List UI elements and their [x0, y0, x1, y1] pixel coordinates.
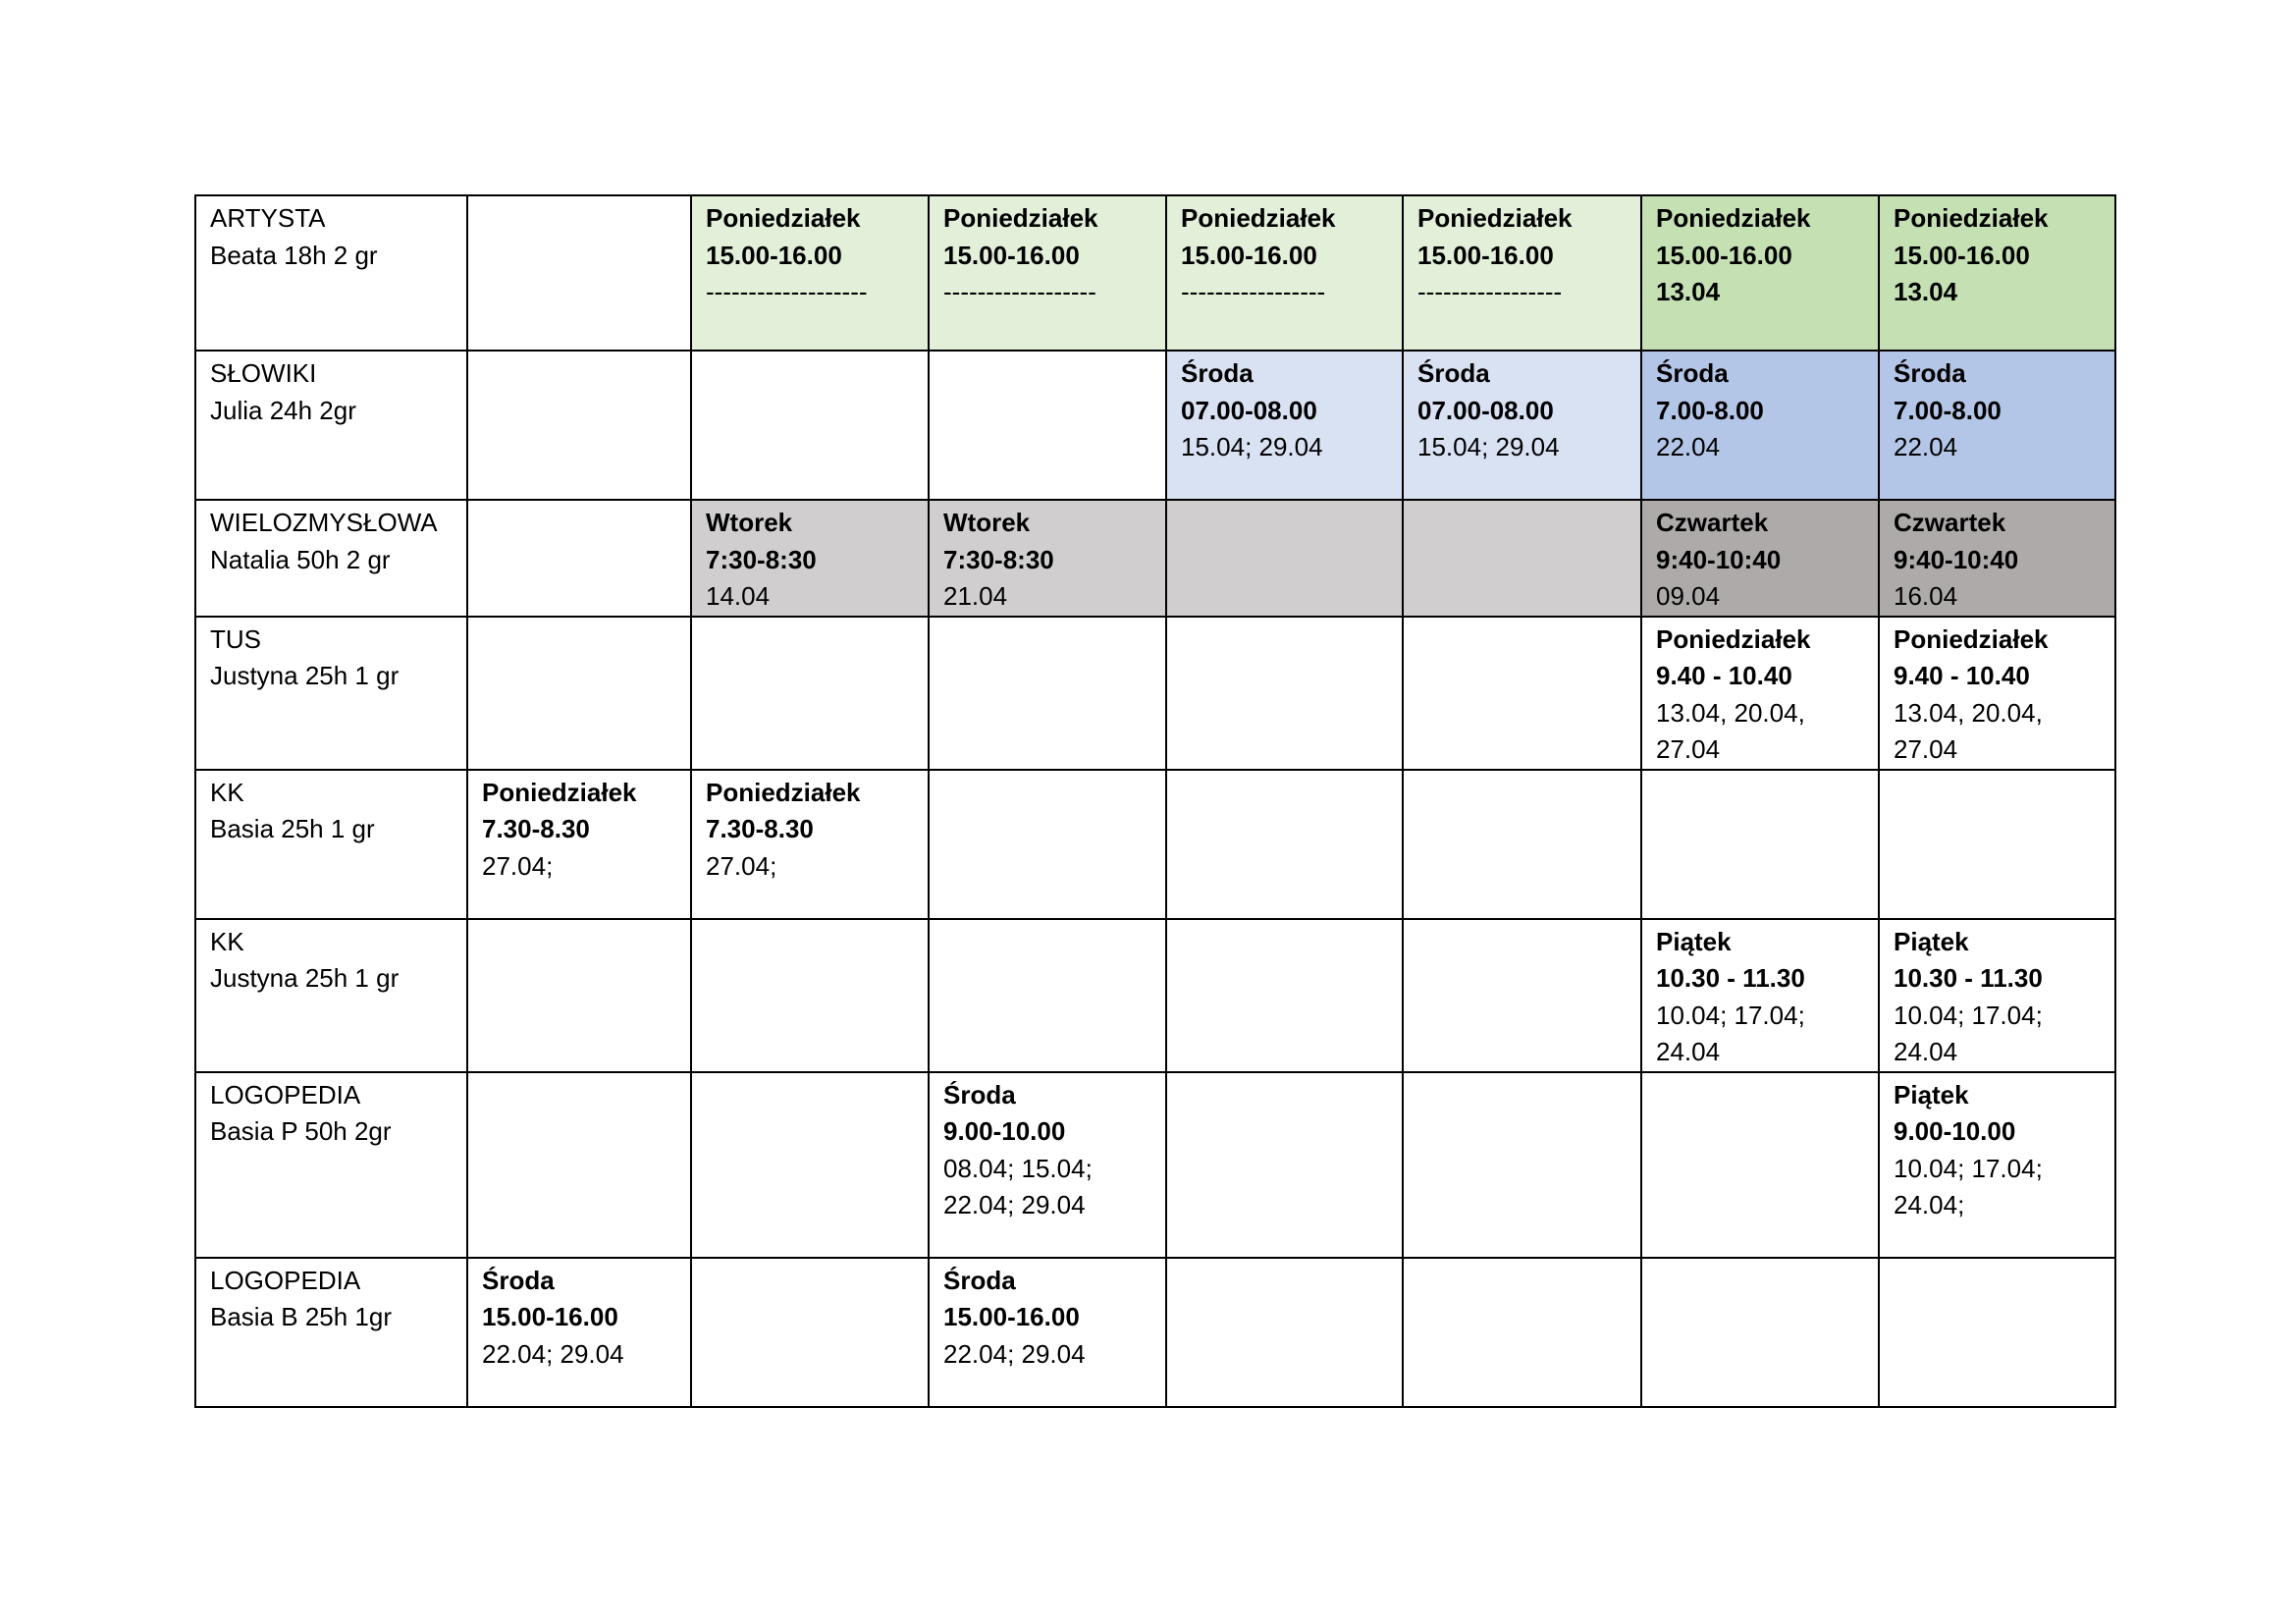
schedule-cell — [929, 617, 1166, 770]
time-label: 7.30-8.30 — [482, 814, 590, 843]
time-label: 07.00-08.00 — [1181, 395, 1317, 425]
schedule-cell — [691, 500, 929, 617]
teacher-name: Natalia 50h 2 gr — [210, 544, 391, 574]
day-label: Środa — [1181, 358, 1254, 388]
group-cell — [195, 770, 467, 919]
time-label: 15.00-16.00 — [1417, 240, 1554, 270]
date-label: 27.04; — [706, 850, 777, 881]
schedule-cell — [929, 919, 1166, 1072]
time-label: 15.00-16.00 — [943, 1302, 1080, 1331]
schedule-cell — [467, 617, 691, 770]
schedule-cell — [467, 1258, 691, 1407]
day-label: Środa — [943, 1079, 1016, 1110]
schedule-cell — [691, 1072, 929, 1258]
group-cell — [195, 351, 467, 500]
schedule-cell — [1879, 500, 2115, 617]
schedule-cell — [1166, 195, 1403, 351]
schedule-cell — [1403, 500, 1641, 617]
time-label: 07.00-08.00 — [1417, 395, 1554, 425]
schedule-cell — [1403, 195, 1641, 351]
date-label: 27.04 — [1656, 734, 1721, 764]
schedule-cell — [1641, 1072, 1879, 1258]
table-row — [195, 617, 2115, 770]
table-row — [195, 1258, 2115, 1407]
schedule-cell — [929, 1072, 1166, 1258]
day-label: Wtorek — [943, 508, 1031, 537]
date-label: 08.04; 15.04; — [943, 1153, 1093, 1183]
day-label: Środa — [1894, 358, 1966, 388]
schedule-cell — [929, 351, 1166, 500]
schedule-cell — [1403, 770, 1641, 919]
time-label: 15.00-16.00 — [706, 240, 842, 270]
time-label: 15.00-16.00 — [482, 1302, 618, 1331]
time-label: 9.40 - 10.40 — [1894, 661, 2030, 690]
date-label: 09.04 — [1656, 581, 1721, 611]
time-label: 7.30-8.30 — [706, 814, 814, 843]
schedule-cell — [1166, 1072, 1403, 1258]
teacher-name: Julia 24h 2gr — [210, 395, 356, 425]
group-cell — [195, 919, 467, 1072]
schedule-cell — [1641, 919, 1879, 1072]
date-label: 27.04; — [482, 850, 554, 881]
schedule-cell — [467, 500, 691, 617]
date-label: 16.04 — [1894, 581, 1958, 611]
time-label: 15.00-16.00 — [1656, 240, 1792, 270]
date-label: 21.04 — [943, 581, 1008, 611]
group-name: SŁOWIKI — [210, 358, 317, 388]
time-label: 15.00-16.00 — [1181, 240, 1317, 270]
teacher-name: Justyna 25h 1 gr — [210, 963, 400, 993]
schedule-cell — [1403, 1258, 1641, 1407]
schedule-cell — [929, 1258, 1166, 1407]
schedule-cell — [1403, 1072, 1641, 1258]
group-name: KK — [210, 777, 244, 807]
group-cell — [195, 1072, 467, 1258]
day-label: Poniedziałek — [482, 777, 637, 807]
schedule-cell — [691, 351, 929, 500]
day-label: Wtorek — [706, 508, 793, 537]
group-cell — [195, 500, 467, 617]
schedule-table — [194, 194, 2116, 1408]
day-label: Poniedziałek — [1181, 203, 1336, 233]
schedule-cell — [1641, 500, 1879, 617]
day-label: Czwartek — [1656, 508, 1769, 537]
date-label: 22.04; 29.04 — [482, 1338, 624, 1369]
table-row — [195, 351, 2115, 500]
schedule-cell — [1166, 500, 1403, 617]
schedule-cell — [1166, 617, 1403, 770]
schedule-cell — [467, 195, 691, 351]
schedule-cell — [1641, 770, 1879, 919]
group-name: LOGOPEDIA — [210, 1265, 361, 1295]
day-label: Poniedziałek — [1894, 623, 2049, 654]
date-label: 22.04; 29.04 — [943, 1190, 1086, 1219]
time-label: 9.00-10.00 — [943, 1116, 1066, 1146]
time-label: 9:40-10:40 — [1656, 544, 1782, 574]
date-label: 10.04; 17.04; — [1894, 1000, 2043, 1030]
schedule-cell — [1166, 351, 1403, 500]
group-name: TUS — [210, 623, 261, 654]
day-label: Poniedziałek — [1656, 203, 1811, 233]
day-label: Środa — [482, 1265, 555, 1295]
schedule-cell — [1166, 919, 1403, 1072]
day-label: Czwartek — [1894, 508, 2006, 537]
date-label: 15.04; 29.04 — [1417, 432, 1560, 461]
table-row — [195, 195, 2115, 351]
schedule-cell — [1879, 770, 2115, 919]
time-label: 7.00-8.00 — [1656, 395, 1764, 425]
extra-label: ------------------ — [943, 277, 1096, 306]
schedule-cell — [691, 770, 929, 919]
day-label: Środa — [943, 1265, 1016, 1295]
table-row — [195, 919, 2115, 1072]
schedule-cell — [1879, 195, 2115, 351]
date-label: 14.04 — [706, 581, 771, 611]
schedule-cell — [691, 617, 929, 770]
schedule-cell — [1879, 351, 2115, 500]
day-label: Poniedziałek — [943, 203, 1098, 233]
schedule-cell — [1641, 617, 1879, 770]
schedule-cell — [1403, 919, 1641, 1072]
day-label: Poniedziałek — [706, 777, 861, 807]
teacher-name: Basia P 50h 2gr — [210, 1116, 392, 1146]
day-label: Środa — [1656, 358, 1729, 388]
date-label: 13.04 — [1894, 277, 1958, 306]
day-label: Piątek — [1894, 926, 1969, 956]
date-label: 24.04 — [1656, 1037, 1721, 1066]
schedule-cell — [467, 770, 691, 919]
group-cell — [195, 195, 467, 351]
time-label: 15.00-16.00 — [943, 240, 1080, 270]
table-row — [195, 770, 2115, 919]
schedule-cell — [929, 770, 1166, 919]
date-label: 22.04 — [1894, 432, 1958, 461]
time-label: 7:30-8:30 — [706, 544, 817, 574]
time-label: 9.40 - 10.40 — [1656, 661, 1792, 690]
day-label: Piątek — [1894, 1079, 1969, 1110]
teacher-name: Basia B 25h 1gr — [210, 1302, 393, 1331]
time-label: 15.00-16.00 — [1894, 240, 2030, 270]
date-label: 15.04; 29.04 — [1181, 432, 1323, 461]
teacher-name: Beata 18h 2 gr — [210, 240, 378, 270]
schedule-cell — [467, 919, 691, 1072]
schedule-cell — [1641, 195, 1879, 351]
teacher-name: Justyna 25h 1 gr — [210, 661, 400, 690]
time-label: 10.30 - 11.30 — [1894, 963, 2043, 993]
time-label: 7.00-8.00 — [1894, 395, 2002, 425]
date-label: 22.04; 29.04 — [943, 1338, 1086, 1369]
schedule-cell — [691, 919, 929, 1072]
schedule-cell — [691, 1258, 929, 1407]
schedule-cell — [1879, 617, 2115, 770]
table-row — [195, 1072, 2115, 1258]
schedule-cell — [1166, 1258, 1403, 1407]
extra-label: ------------------- — [706, 277, 868, 306]
day-label: Piątek — [1656, 926, 1732, 956]
schedule-cell — [1403, 351, 1641, 500]
extra-label: ----------------- — [1181, 277, 1326, 306]
group-name: KK — [210, 926, 244, 956]
schedule-cell — [691, 195, 929, 351]
schedule-cell — [1879, 1258, 2115, 1407]
schedule-cell — [467, 351, 691, 500]
group-name: WIELOZMYSŁOWA — [210, 508, 438, 537]
date-label: 13.04, 20.04, — [1656, 697, 1805, 728]
day-label: Poniedziałek — [1894, 203, 2049, 233]
time-label: 10.30 - 11.30 — [1656, 963, 1805, 993]
group-name: ARTYSTA — [210, 203, 326, 233]
group-cell — [195, 617, 467, 770]
time-label: 9.00-10.00 — [1894, 1116, 2016, 1146]
date-label: 13.04 — [1656, 277, 1721, 306]
schedule-cell — [929, 195, 1166, 351]
day-label: Poniedziałek — [1656, 623, 1811, 654]
schedule-cell — [467, 1072, 691, 1258]
time-label: 7:30-8:30 — [943, 544, 1054, 574]
date-label: 10.04; 17.04; — [1894, 1153, 2043, 1183]
day-label: Poniedziałek — [706, 203, 861, 233]
schedule-cell — [1641, 351, 1879, 500]
table-row — [195, 500, 2115, 617]
date-label: 24.04; — [1894, 1190, 1965, 1219]
day-label: Środa — [1417, 358, 1490, 388]
schedule-cell — [1641, 1258, 1879, 1407]
day-label: Poniedziałek — [1417, 203, 1573, 233]
date-label: 24.04 — [1894, 1037, 1958, 1066]
teacher-name: Basia 25h 1 gr — [210, 814, 375, 843]
schedule-cell — [1879, 919, 2115, 1072]
time-label: 9:40-10:40 — [1894, 544, 2019, 574]
group-name: LOGOPEDIA — [210, 1079, 361, 1110]
date-label: 22.04 — [1656, 432, 1721, 461]
date-label: 27.04 — [1894, 734, 1958, 764]
date-label: 10.04; 17.04; — [1656, 1000, 1805, 1030]
extra-label: ----------------- — [1417, 277, 1563, 306]
date-label: 13.04, 20.04, — [1894, 697, 2043, 728]
schedule-cell — [1166, 770, 1403, 919]
group-cell — [195, 1258, 467, 1407]
schedule-cell — [1879, 1072, 2115, 1258]
schedule-cell — [929, 500, 1166, 617]
schedule-cell — [1403, 617, 1641, 770]
